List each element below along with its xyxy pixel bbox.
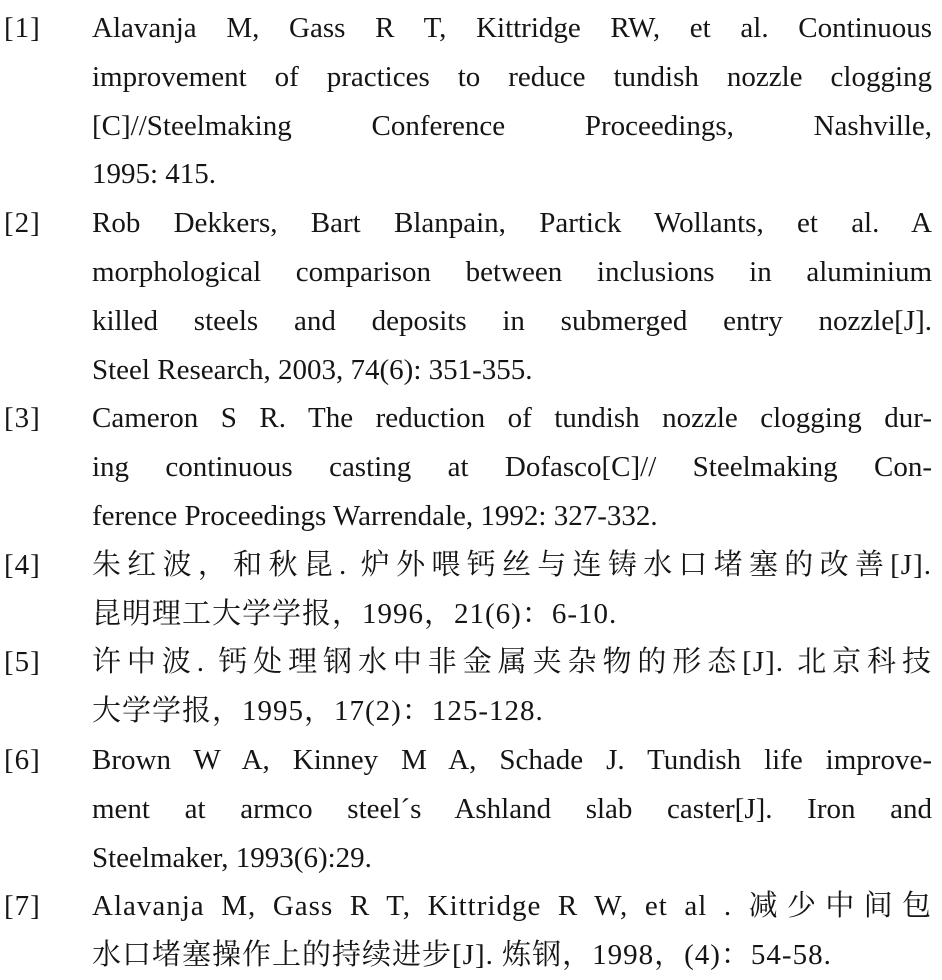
reference-item (0, 394, 932, 540)
reference-number: [2] (4, 207, 41, 240)
reference-line: [C]//Steelmaking Conference Proceedings, Nashville, (92, 109, 932, 142)
reference-line: Steel Research, 2003, 74(6): 351-355. (92, 353, 533, 386)
reference-item (0, 4, 932, 199)
reference-line: Steelmaker, 1993(6):29. (92, 841, 372, 874)
reference-line: 许中波. 钙处理钢水中非金属夹杂物的形态[J]. 北京科技 (92, 646, 932, 679)
reference-item (0, 199, 932, 394)
reference-line: Alavanja M, Gass R T, Kittridge R W, et al . 减少中间包 (92, 890, 932, 923)
reference-text (92, 736, 932, 882)
reference-line: Brown W A, Kinney M A, Schade J. Tundish life improve- (92, 743, 932, 776)
reference-line: 昆明理工大学学报，1996，21(6)：6-10. (92, 597, 618, 630)
reference-line: ference Proceedings Warrendale, 1992: 327-332. (92, 499, 658, 532)
reference-line: ment at armco steel´s Ashland slab caster[J]. Iron and (92, 792, 932, 825)
reference-line: Alavanja M, Gass R T, Kittridge RW, et al. Continuous (92, 12, 932, 44)
reference-number: [7] (4, 890, 41, 923)
reference-number: [4] (4, 548, 41, 581)
reference-number: [3] (4, 402, 41, 435)
reference-number: [5] (4, 646, 41, 679)
reference-line: 大学学报，1995，17(2)：125-128. (92, 695, 544, 728)
reference-line: killed steels and deposits in submerged entry nozzle[J]. (92, 304, 932, 337)
reference-line: improvement of practices to reduce tundish nozzle clogging (92, 60, 932, 93)
reference-line: Cameron S R. The reduction of tundish nozzle clogging dur- (92, 402, 932, 435)
reference-number: [6] (4, 743, 41, 776)
reference-text (92, 638, 932, 736)
reference-item (0, 541, 932, 639)
reference-item (0, 882, 932, 980)
reference-line: Rob Dekkers, Bart Blanpain, Partick Wollants, et al. A (92, 207, 932, 240)
reference-text (92, 541, 932, 639)
reference-text (92, 199, 932, 394)
reference-line: 水口堵塞操作上的持续进步[J]. 炼钢，1998，(4)：54-58. (92, 939, 832, 972)
reference-line: 1995: 415. (92, 158, 217, 191)
reference-text (92, 4, 932, 199)
reference-text (92, 394, 932, 540)
reference-text (92, 882, 932, 980)
reference-item (0, 638, 932, 736)
reference-line: ing continuous casting at Dofasco[C]// Steelmaking Con- (92, 451, 932, 484)
reference-item (0, 736, 932, 882)
reference-number: [1] (4, 12, 41, 44)
reference-line: morphological comparison between inclusions in aluminium (92, 255, 932, 288)
reference-line: 朱红波，和秋昆. 炉外喂钙丝与连铸水口堵塞的改善[J]. (92, 548, 932, 581)
